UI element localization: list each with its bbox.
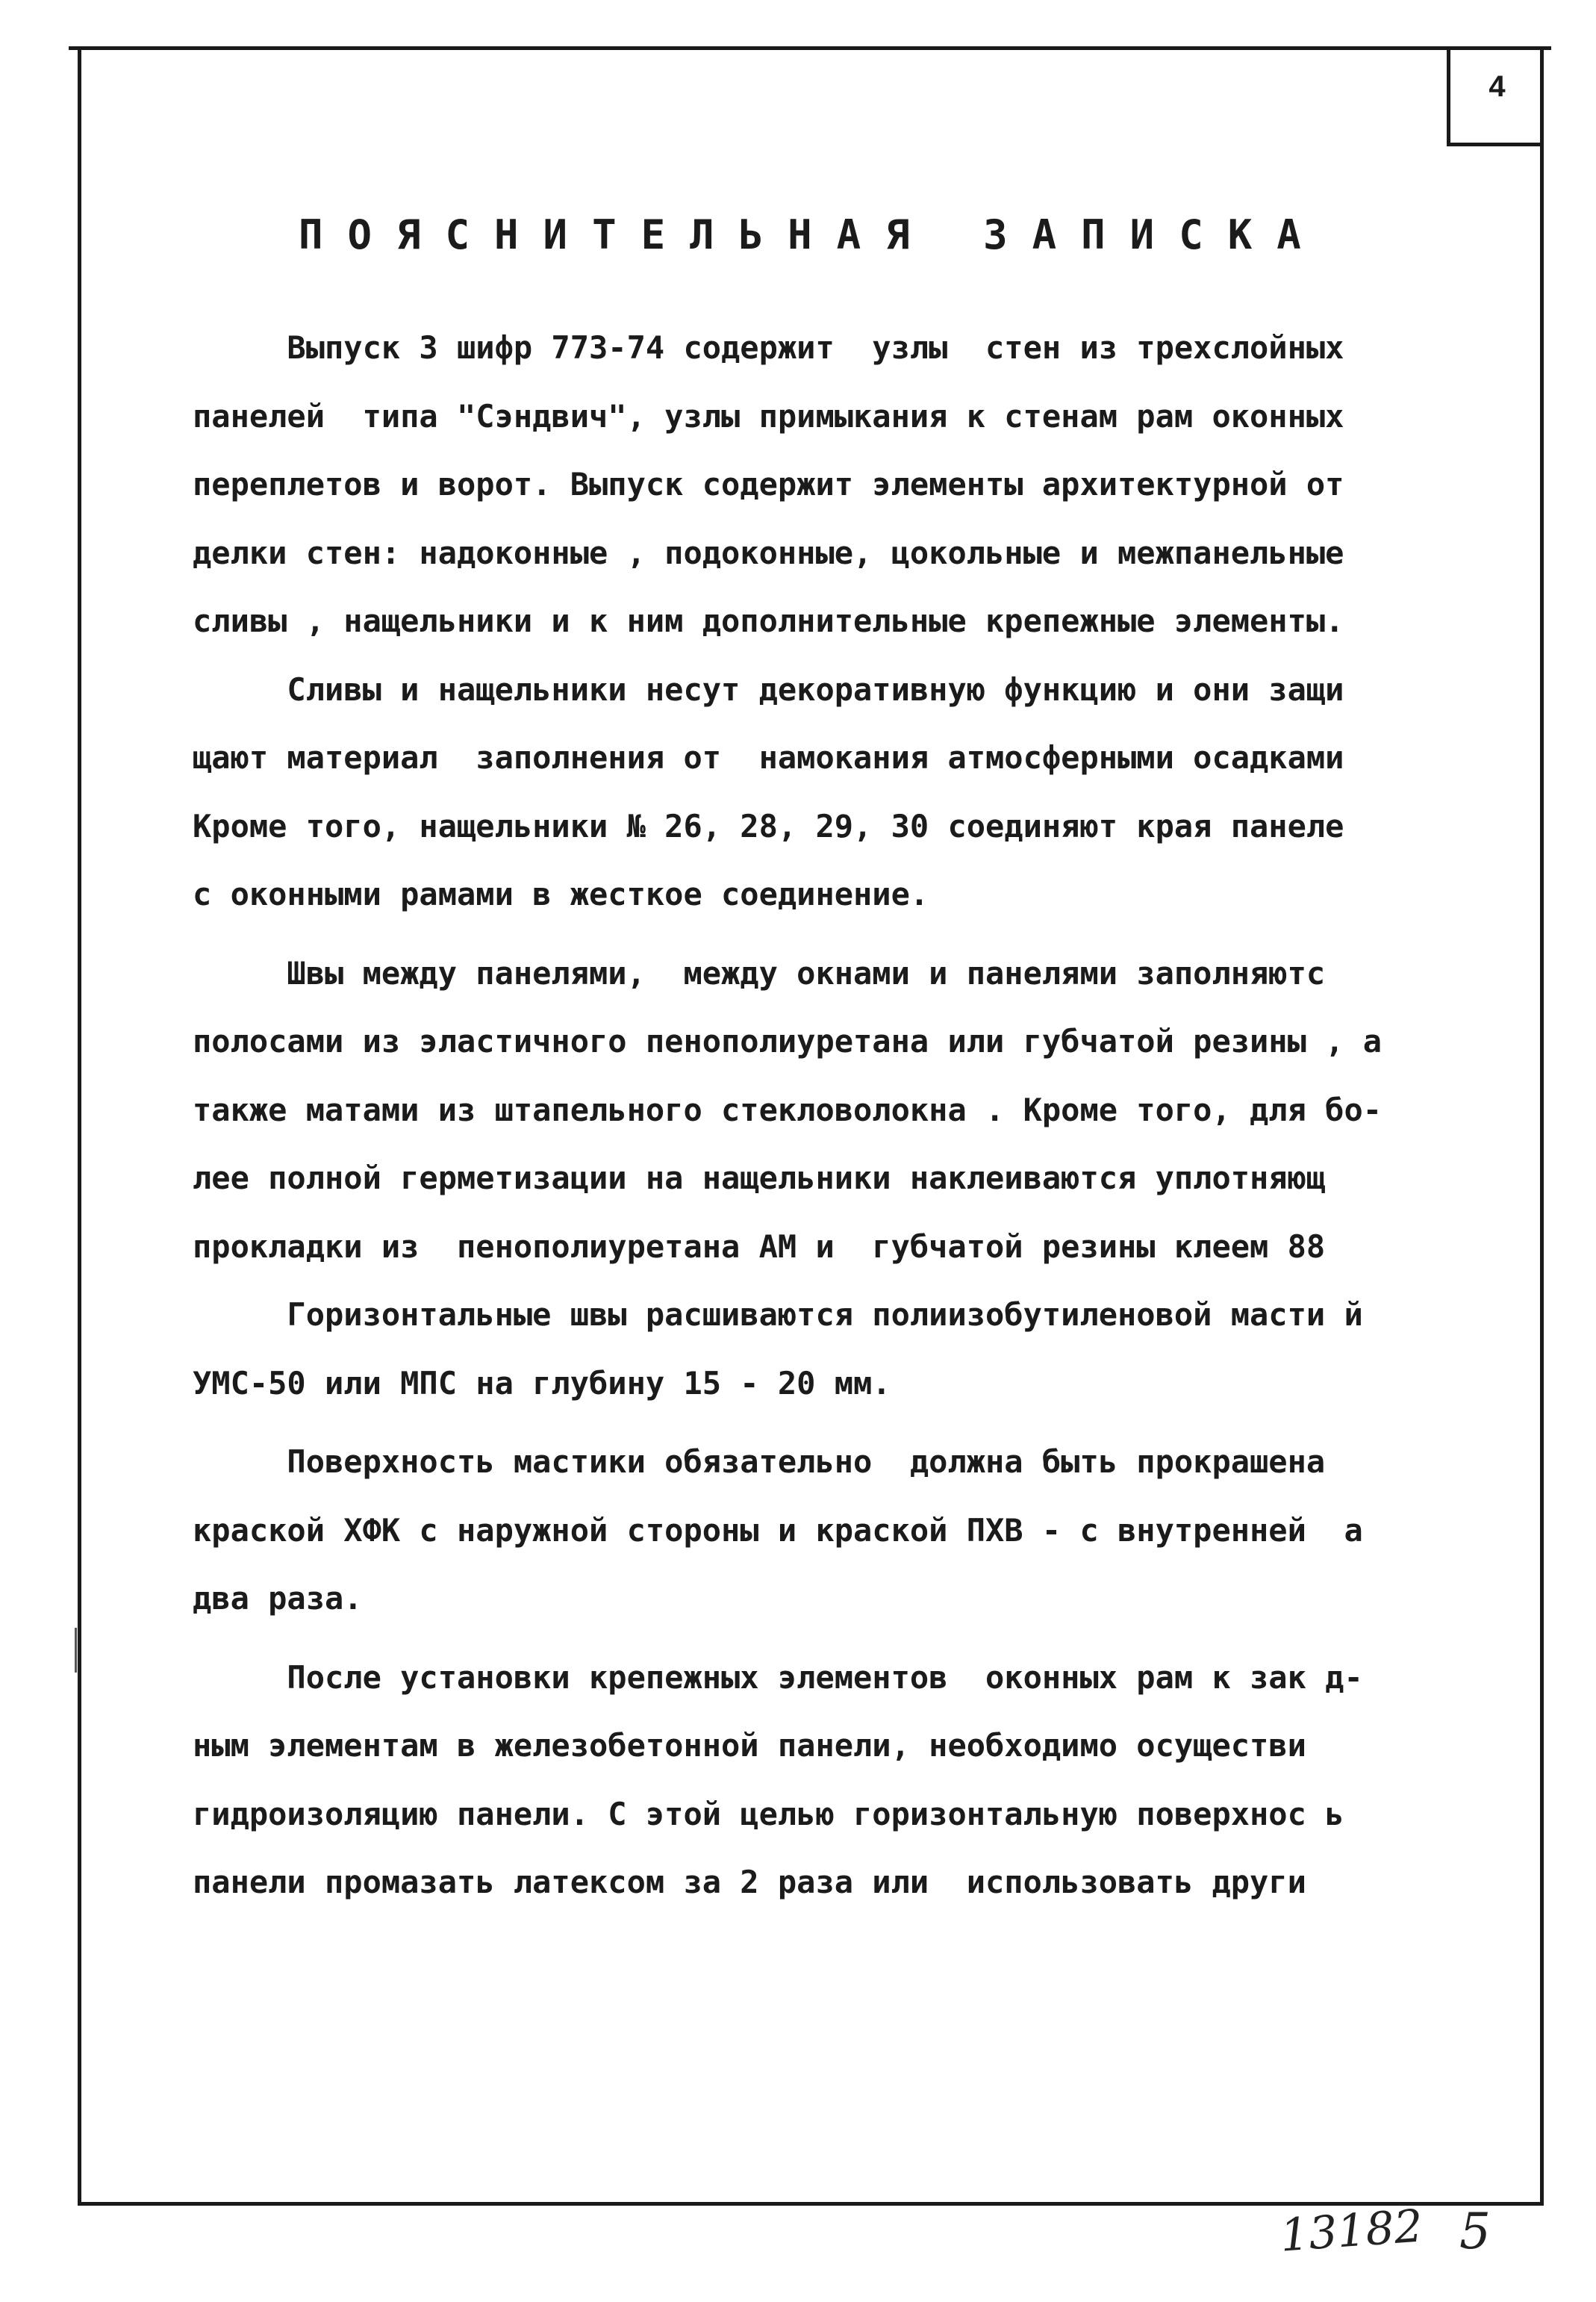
text-line: Сливы и нащельники несут декоративную функцию и они защи [193, 671, 1344, 708]
paragraph-2 [193, 656, 1559, 929]
text-line: переплетов и ворот. Выпуск содержит элементы архитектурной от [193, 466, 1344, 503]
paragraph-6 [193, 1643, 1559, 1917]
text-line: два раза. [193, 1580, 363, 1617]
paragraph-1 [193, 314, 1559, 656]
sheet-number-handwritten: 5 [1459, 2203, 1491, 2260]
paragraph-5 [193, 1428, 1559, 1633]
paragraph-spacer [193, 1633, 1559, 1643]
text-line: УМС-50 или МПС на глубину 15 - 20 мм. [193, 1364, 891, 1402]
text-line: полосами из эластичного пенополиуретана или губчатой резины , а [193, 1023, 1383, 1060]
paragraph-3 [193, 939, 1559, 1281]
text-line: После установки крепежных элементов оконных рам к зак д- [193, 1658, 1363, 1696]
page-number: 4 [1489, 70, 1506, 103]
text-line: Выпуск 3 шифр 773-74 содержит узлы стен из трехслойных [193, 329, 1344, 366]
text-line: также матами из штапельного стекловолокна . Кроме того, для бо- [193, 1091, 1383, 1128]
text-line: лее полной герметизации на нащельники наклеиваются уплотняющ [193, 1160, 1326, 1196]
text-line: краской ХФК с наружной стороны и краской ПХВ - с внутренней а [193, 1511, 1363, 1549]
text-line: панелей типа "Сэндвич", узлы примыкания к стенам рам оконных [193, 397, 1344, 435]
text-line: ным элементам в железобетонной панели, необходимо осуществи [193, 1727, 1306, 1764]
text-line: сливы , нащельники и к ним дополнительные крепежные элементы. [193, 603, 1344, 639]
text-line: с оконными рамами в жесткое соединение. [193, 876, 929, 912]
page-number-box [1447, 49, 1544, 146]
text-line: делки стен: надоконные , подоконные, цокольные и межпанельные [193, 534, 1344, 571]
margin-mark [75, 1628, 77, 1673]
text-line: прокладки из пенополиуретана АМ и губчатой резины клеем 88 [193, 1228, 1326, 1265]
text-line: Швы между панелями, между окнами и панелями заполняютс [193, 954, 1326, 992]
text-line: панели промазать латексом за 2 раза или использовать други [193, 1864, 1306, 1900]
document-title: ПОЯСНИТЕЛЬНАЯ ЗАПИСКА [299, 211, 1326, 258]
text-line: Кроме того, нащельники № 26, 28, 29, 30 соединяют края панеле [193, 807, 1344, 844]
paragraph-spacer [193, 1417, 1559, 1428]
text-line: Поверхность мастики обязательно должна быть прокрашена [193, 1443, 1326, 1480]
text-line: гидроизоляцию панели. С этой целью горизонтальную поверхнос ь [193, 1795, 1344, 1832]
paragraph-4 [193, 1281, 1559, 1417]
body-text [193, 314, 1559, 1917]
text-line: щают материал заполнения от намокания атмосферными осадками [193, 739, 1344, 776]
archive-number-handwritten: 13182 [1278, 2200, 1425, 2262]
text-line: Горизонтальные швы расшиваются полиизобутиленовой масти й [193, 1296, 1363, 1333]
paragraph-spacer [193, 929, 1559, 939]
